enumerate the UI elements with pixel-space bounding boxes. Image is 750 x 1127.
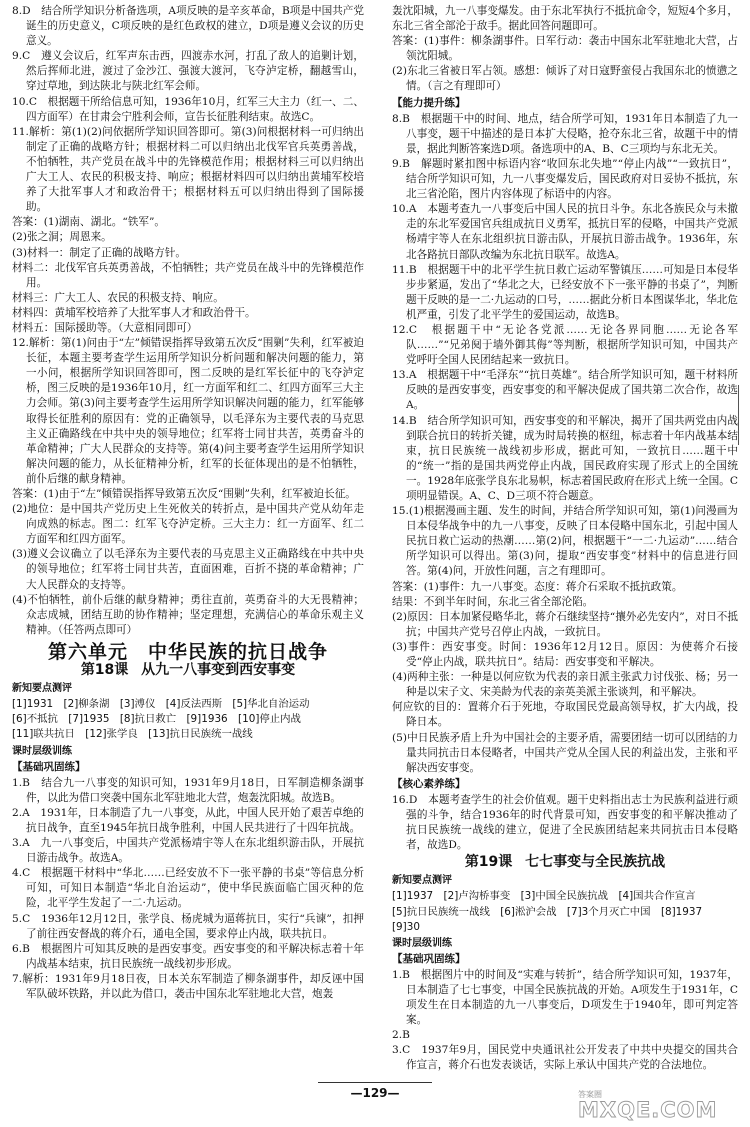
l18-answer-1: 1.B 结合九一八事变的知识可知，1931年9月18日，日军制造柳条湖事件，以此为借口突袭中国东北军驻地北大营，炮轰沈阳城。故选B。 (12, 776, 364, 804)
l18-answer-13: 13.A 根据题干中“毛泽东”“抗日英雄”。结合所学知识可知，题干材料所反映的是西安事变，西安事变的和平解决促成了国共第二次合作，故选A。 (392, 369, 738, 412)
lesson-18-number: 第18课 (80, 662, 129, 679)
lesson-19-title: 七七事变与全民族抗战 (525, 854, 666, 871)
answer-11-3: (3)材料一：制定了正确的战略方针。 (12, 246, 186, 259)
answer-11-3c: 材料三：广大工人、农民的积极支持、响应。 (12, 291, 224, 304)
l18-answer-5: 5.C 1936年12月12日，张学良、杨虎城为逼蒋抗日，实行“兵谏”，扣押了前往西安督战的蒋介石，通电全国，要求停止内战，联共抗日。 (12, 912, 364, 940)
key-points-row: [1]1931 [2]柳条湖 [3]溥仪 [4]反法西斯 [5]华北自治运动 (12, 698, 310, 711)
answer-11-1: 答案：(1)湖南、湖北。“铁军”。 (12, 216, 165, 229)
watermark-logo (574, 1087, 742, 1121)
page-number: —129— (350, 1086, 400, 1100)
ability-practice-heading: 【能力提升练】 (392, 96, 466, 109)
l18-answer-15: 15.(1)根据漫画主题、发生的时间，并结合所学知识可知，第(1)问漫画为日本侵华战争中的九一八事变，反映了日本侵略中国东北，引起中国人民抗日救亡运动的热潮……第(2)问，根据题干“一二·九运动”……结合所学知识可以得出。第(3)问，提取“西安事变”材料中的信息进行回答。第(4)问，开放性问题，言之有理即可。 (392, 505, 738, 578)
key-points-title: 新知要点测评 (12, 683, 72, 695)
l18-answer-15-4: (4)两种主张：一种是以何应钦为代表的亲日派主张武力讨伐张、杨；另一种是以宋子文、宋美龄为代表的亲英美派主张谈判，和平解决。 (392, 671, 738, 699)
answer-11-analysis: 11.解析：第(1)(2)问依据所学知识回答即可。第(3)问根据材料一可归纳出制定了正确的战略方针；根据材料二可以归纳出北伐军官兵英勇善战，不怕牺牲，共产党员在战斗中的先锋模范作用；根据材料三可以归纳出广大工人、农民的积极支持、响应；根据材料四可以归纳出黄埔军校培养了大批军事人才和政治骨干；根据材料五可以归纳出得到了国际援助。 (12, 125, 364, 214)
lesson-training-title: 课时层级训练 (392, 937, 452, 949)
l18-answer-7-a2: (2)东北三省被日军占领。感想：倾诉了对日寇野蛮侵占我国东北的愤懑之情。（言之有理即可） (392, 65, 738, 93)
lesson-18-heading (12, 663, 364, 678)
l19-answer-2: 2.B (392, 1029, 410, 1042)
l18-answer-4: 4.C 根据题干材料中“华北……已经安放不下一张平静的书桌”等信息分析可知，可知日本制造“华北自治运动”，使中华民族面临亡国灭种的危险，北平学生发起了一二·九运动。 (12, 867, 364, 910)
key-points-row: [1]1937 [2]卢沟桥事变 [3]中国全民族抗战 [4]国共合作宣言 (392, 890, 696, 903)
key-points-title: 新知要点测评 (392, 875, 452, 887)
key-points-row: [5]抗日民族统一战线 [6]淞沪会战 [7]3个月灭亡中国 [8]1937 (392, 905, 703, 918)
unit-title: 第六单元 中华民族的抗日战争 (47, 640, 328, 663)
key-points-row: [11]联共抗日 [12]张学良 [13]抗日民族统一战线 (12, 728, 253, 741)
left-column (12, 4, 364, 1002)
l19-answer-1: 1.B 根据图片中的时间及“实难与转折”，结合所学知识可知，1937年，日本制造了七七事变，中国全民族抗战的开始。A项发生于1931年，C项发生在日本制造的九一八事变后，D项发生于1940年，即可判定答案。 (392, 968, 738, 1027)
answer-12-1: 答案：(1)由于“左”倾错误指挥导致第五次反“围剿”失利，红军被迫长征。 (12, 488, 356, 500)
answer-11-2: (2)张之洞；周恩来。 (12, 231, 112, 244)
basic-practice-heading: 【基础巩固练】 (12, 760, 86, 773)
footer-rule (318, 1082, 432, 1083)
watermark-text: MXQE.COM (578, 1098, 718, 1121)
key-points-row: [6]不抵抗 [7]1935 [8]抗日救亡 [9]1936 [10]停止内战 (12, 713, 301, 726)
answer-9: 9.C 遵义会议后，红军声东击西，四渡赤水河，打乱了敌人的追剿计划，然后挥师北进，渡过了金沙江、强渡大渡河，飞夺泸定桥，翻越雪山，穿过草地，到达陕北与陕北红军会师。 (12, 50, 364, 93)
answer-12-analysis: 12.解析：第(1)问由于“左”倾错误指挥导致第五次反“围剿”失利，红军被迫长征，本题主要考查学生运用所学知识分析问题和解决问题的能力，第一小问，根据所学知识回答即可，图二反映的是红军长征中的飞夺泸定桥，图三反映的是1936年10月，红一方面军和红二、红四方面军三大主力会师。第(3)问主要考查学生运用所学知识解决问题的能力，红军能够取得长征胜利的原因有：党的正确领导，以毛泽东为主要代表的马克思主义正确路线在中共中央的领导地位；红军将士同甘共苦，英勇奋斗的革命精神；广大人民群众的支持等。第(4)问主要考查学生运用所学知识解决问题的能力，从长征精神分析，红军的长征体现出的是不怕牺牲，前仆后继的献身精神。 (12, 337, 364, 485)
answer-12-2: (2)地位：是中国共产党历史上生死攸关的转折点，是中国共产党从幼年走向成熟的标志。图二：红军飞夺泸定桥。三大主力：红一方面军、红二方面军和红四方面军。 (12, 503, 364, 546)
l18-answer-7-a1: 答案：(1)事件：柳条湖事件。日军行动：袭击中国东北军驻地北大营，占领沈阳城。 (392, 35, 738, 63)
l18-answer-14: 14.B 结合所学知识可知，西安事变的和平解决，揭开了国共两党由内战到联合抗日的转折关键，成为时局转换的枢纽，标志着十年内战基本结束，抗日民族统一战线初步形成，据此可知，一致抗日……题干中的“统一”指的是国共两党停止内战，国民政府实现了形式上的全国统一。1928年底张学良东北易帜，标志着国民政府在形式上统一全国。C项明显错误。A、C、D三项不符合题意。 (392, 414, 738, 502)
l18-answer-15-1: 答案：(1)事件：九一八事变。态度：蒋介石采取不抵抗政策。 (392, 580, 683, 593)
l18-answer-10: 10.A 本题考查九一八事变后中国人民的抗日斗争。东北各族民众与未撤走的东北军爱国官兵组成抗日义勇军，抵抗日军的侵略，中国共产党派杨靖宇等人在东北组织抗日游击队，开展抗日游击战争。1936年，东北各路抗日部队改编为东北抗日联军。故选A。 (392, 203, 738, 261)
answer-12-3: (3)遵义会议确立了以毛泽东为主要代表的马克思主义正确路线在中共中央的领导地位；红军将士同甘共苦，直面困难，百折不挠的革命精神；广大人民群众的支持等。 (12, 548, 364, 591)
answer-11-3d: 材料四：黄埔军校培养了大批军事人才和政治骨干。 (12, 306, 256, 319)
margin-mark (738, 385, 739, 445)
basic-practice-heading: 【基础巩固练】 (392, 952, 466, 965)
l18-answer-12: 12.C 根据题干中“无论各党派……无论各界同胞……无论各军队……”“兄弟阋于墙外御其侮”等判断，根据所学知识可知，中国共产党呼吁全国人民团结起来一致抗日。 (392, 323, 738, 367)
l18-answer-8: 8.B 根据题干中的时间、地点，结合所学可知，1931年日本制造了九一八事变，题干中描述的是日本扩大侵略，抢夺东北三省，故题干中的情景，据此判断答案选D项。备选项中的A、B、C三项均与东北无关。 (392, 112, 738, 155)
lesson-19-heading (392, 855, 738, 870)
lesson-19-number: 第19课 (464, 854, 513, 871)
l18-answer-15-1b: 结果：不到半年时间，东北三省全部沦陷。 (392, 595, 594, 608)
answer-12-4: (4)不怕牺牲，前仆后继的献身精神；勇往直前，英勇奋斗的大无畏精神；众志成城，团结互助的协作精神；坚定理想，充满信心的革命乐观主义精神。（任答两点即可） (12, 593, 364, 636)
l18-answer-2: 2.A 1931年，日本制造了九一八事变，从此，中国人民开始了艰苦卓绝的抗日战争，直至1945年抗日战争胜利，中国人民共进行了十四年抗战。 (12, 806, 364, 834)
lesson-training-title: 课时层级训练 (12, 745, 72, 757)
l18-answer-3: 3.A 九一八事变后，中国共产党派杨靖宇等人在东北组织游击队，开展抗日游击战争。故选A。 (12, 837, 364, 865)
lesson-18-title: 从九一八事变到西安事变 (141, 662, 296, 679)
l18-answer-7: 7.解析：1931年9月18日夜，日本关东军制造了柳条湖事件，却反诬中国军队破坏铁路，并以此为借口，袭击中国东北军驻地北大营，炮轰 (12, 972, 364, 1000)
l18-answer-15-3: (3)事件：西安事变。时间：1936年12月12日。原因：为使蒋介石接受“停止内战，联共抗日”。结局：西安事变和平解决。 (392, 640, 738, 669)
l18-answer-15-5: (5)中日民族矛盾上升为中国社会的主要矛盾，需要团结一切可以团结的力量共同抗击日本侵略者，中国共产党从全国人民的利益出发，主张和平解决西安事变。 (392, 731, 738, 774)
l18-answer-7-cont: 轰沈阳城，九一八事变爆发。由于东北军执行不抵抗命令，短短4个多月，东北三省全部沦于敌手。据此回答问题即可。 (392, 5, 738, 33)
l18-answer-6: 6.B 根据图片可知其反映的是西安事变。西安事变的和平解决标志着十年内战基本结束，抗日民族统一战线初步形成。 (12, 942, 364, 970)
l18-answer-16: 16.D 本题考查学生的社会价值观。题干史料指出志士为民族利益进行顽强的斗争，结合1936年的时代背景可知，西安事变的和平解决推动了抗日民族统一战线的建立，促进了全民族团结起来共同抗击日本侵略者，故选D。 (392, 793, 738, 852)
l18-answer-9: 9.B 解题时紧扣图中标语内容“收回东北失地”“停止内战”“一致抗日”，结合所学知识可知，九一八事变爆发后，国民政府对日妥协不抵抗，东北三省沦陷，图片内容体现了标语中的内容。 (392, 157, 738, 201)
answer-10: 10.C 根据题干所给信息可知，1936年10月，红军三大主力（红一、二、四方面军）在甘肃会宁胜利会师，宣告长征胜利结束。故选C。 (12, 95, 364, 123)
right-column (392, 4, 738, 1074)
l18-answer-15-2: (2)原因：日本加紧侵略华北，蒋介石继续坚持“攘外必先安内”，对日不抵抗；中国共产党号召停止内战，一致抗日。 (392, 610, 738, 638)
answer-11-3e: 材料五：国际援助等。（大意相同即可） (12, 321, 198, 334)
core-literacy-heading: 【核心素养练】 (392, 777, 466, 790)
answer-11-3b: 材料二：北伐军官兵英勇善战，不怕牺牲；共产党员在战斗中的先锋模范作用。 (12, 261, 364, 289)
l18-answer-15-4b: 何应钦的目的：置蒋介石于死地，夺取国民党最高领导权，扩大内战，投降日本。 (392, 701, 738, 729)
answer-8: 8.D 结合所学知识分析备选项，A项反映的是辛亥革命，B项是中国共产党诞生的历史意义，C项反映的是红色政权的建立，D项是遵义会议的历史意义。 (12, 5, 364, 48)
watermark-subtext: 答案圈 (578, 1090, 602, 1099)
l18-answer-11: 11.B 根据题干中的北平学生抗日救亡运动军警镇压……可知是日本侵华步步紧逼，发出了“华北之大，已经安放不下一张平静的书桌了”，判断题干反映的是一二·九运动的口号，……据此分析日本图谋华北，华北危机严重，引发了北平学生的爱国运动，故选B。 (392, 263, 738, 321)
key-points-row: [9]30 (392, 920, 420, 933)
l19-answer-3: 3.C 1937年9月，国民党中央通讯社公开发表了中共中央提交的国共合作宣言，蒋介石也发表谈话，实际上承认中国共产党的合法地位。 (392, 1044, 738, 1072)
